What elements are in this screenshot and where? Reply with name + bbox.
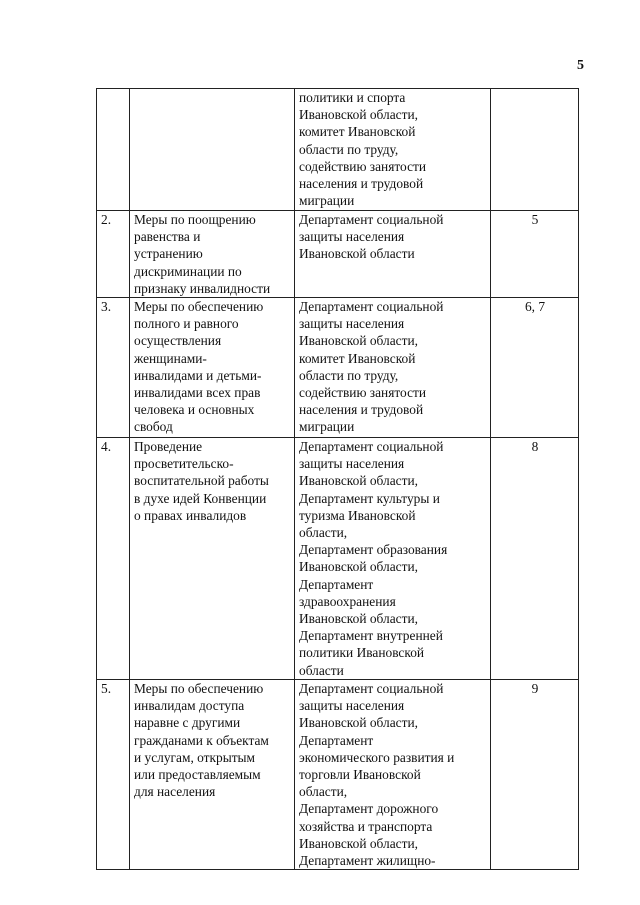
measure-line: гражданами к объектам (134, 732, 269, 748)
table-row (97, 680, 579, 870)
executor-line: политики и спорта (299, 90, 406, 105)
measure-line: осуществления (134, 333, 222, 349)
executor-line: защиты населения (299, 229, 405, 245)
articles-cell: 6, 7 (491, 298, 579, 438)
row-number-cell: 4. (97, 438, 130, 680)
executor-line: Ивановской области, (299, 559, 418, 575)
measure-line: наравне с другими (134, 715, 241, 731)
measure-line: полного и равного (134, 316, 239, 332)
measure-cell (130, 89, 295, 211)
executor-line: области, (299, 784, 348, 800)
measure-line: человека и основных (134, 402, 255, 418)
row-number-cell: 2. (97, 211, 130, 298)
measure-cell (130, 211, 295, 298)
executor-line: Департамент социальной (299, 681, 444, 697)
row-number-cell: 5. (97, 680, 130, 870)
measure-cell (130, 298, 295, 438)
table-row (97, 438, 579, 680)
measures-table (96, 88, 579, 870)
executor-line: комитет Ивановской (299, 124, 416, 140)
measure-line: и услугам, открытым (134, 749, 256, 765)
articles-cell: 9 (491, 680, 579, 870)
executor-line: Ивановской области, (299, 715, 418, 731)
table-row (97, 298, 579, 438)
measure-line: Проведение (134, 439, 203, 455)
executor-line: экономического развития и (299, 749, 455, 765)
executors-cell (295, 89, 491, 211)
executor-line: хозяйства и транспорта (299, 818, 433, 834)
executor-line: туризма Ивановской (299, 507, 416, 523)
measure-line: Меры по поощрению (134, 212, 256, 227)
measure-line: для населения (134, 784, 216, 800)
articles-cell: 5 (491, 211, 579, 298)
articles-cell (491, 89, 579, 211)
executor-line: Департамент социальной (299, 299, 444, 315)
measure-line: равенства и (134, 229, 201, 245)
executor-line: Ивановской области, (299, 611, 418, 627)
measure-line: признаку инвалидности (134, 280, 271, 296)
measure-line: дискриминации по (134, 263, 242, 279)
row-number-cell (97, 89, 130, 211)
executor-line: политики Ивановской (299, 645, 425, 661)
measure-line: инвалидами всех прав (134, 385, 261, 401)
executor-line: области (299, 662, 344, 678)
executor-line: Департамент культуры и (299, 490, 440, 506)
executor-line: Ивановской области (299, 246, 415, 262)
measure-line: воспитательной работы (134, 473, 269, 489)
measure-line: или предоставляемым (134, 767, 261, 783)
executor-line: Департамент внутренней (299, 628, 443, 644)
executor-line: населения и трудовой (299, 176, 424, 192)
table-body (97, 89, 579, 870)
executor-line: Ивановской области, (299, 333, 418, 349)
executor-line: защиты населения (299, 456, 405, 472)
measure-line: о правах инвалидов (134, 507, 247, 523)
measure-line: просветительско- (134, 456, 234, 472)
executor-line: Департамент образования (299, 542, 448, 558)
table-row (97, 211, 579, 298)
measure-line: свобод (134, 419, 173, 435)
executor-line: Департамент (299, 576, 374, 592)
executor-line: населения и трудовой (299, 402, 424, 418)
executor-line: комитет Ивановской (299, 350, 416, 366)
executor-line: Департамент жилищно- (299, 853, 436, 869)
table-row (97, 89, 579, 211)
row-number-cell: 3. (97, 298, 130, 438)
executor-line: Департамент (299, 732, 374, 748)
articles-cell: 8 (491, 438, 579, 680)
executor-line: Ивановской области, (299, 107, 418, 123)
executor-line: области по труду, (299, 141, 399, 157)
executor-line: области по труду, (299, 367, 399, 383)
executors-cell (295, 211, 491, 298)
measure-line: инвалидами и детьми- (134, 367, 262, 383)
executors-cell (295, 438, 491, 680)
executor-line: Ивановской области, (299, 473, 418, 489)
executor-line: защиты населения (299, 698, 405, 714)
executor-line: Ивановской области, (299, 835, 418, 851)
executor-line: торговли Ивановской (299, 767, 421, 783)
measure-line: инвалидам доступа (134, 698, 245, 714)
executor-line: миграции (299, 193, 355, 209)
executor-line: Департамент социальной (299, 212, 444, 227)
measure-cell (130, 438, 295, 680)
executor-line: здравоохранения (299, 593, 396, 609)
executor-line: миграции (299, 419, 355, 435)
measure-line: женщинами- (134, 350, 207, 366)
executor-line: области, (299, 525, 348, 541)
executors-cell (295, 298, 491, 438)
measure-line: Меры по обеспечению (134, 681, 264, 697)
executor-line: защиты населения (299, 316, 405, 332)
executor-line: Департамент социальной (299, 439, 444, 455)
measure-line: устранению (134, 246, 203, 262)
executor-line: содействию занятости (299, 158, 427, 174)
measure-cell (130, 680, 295, 870)
executor-line: Департамент дорожного (299, 801, 439, 817)
executors-cell (295, 680, 491, 870)
measure-line: в духе идей Конвенции (134, 490, 267, 506)
measure-line: Меры по обеспечению (134, 299, 264, 315)
executor-line: содействию занятости (299, 385, 427, 401)
page-number: 5 (577, 58, 584, 73)
